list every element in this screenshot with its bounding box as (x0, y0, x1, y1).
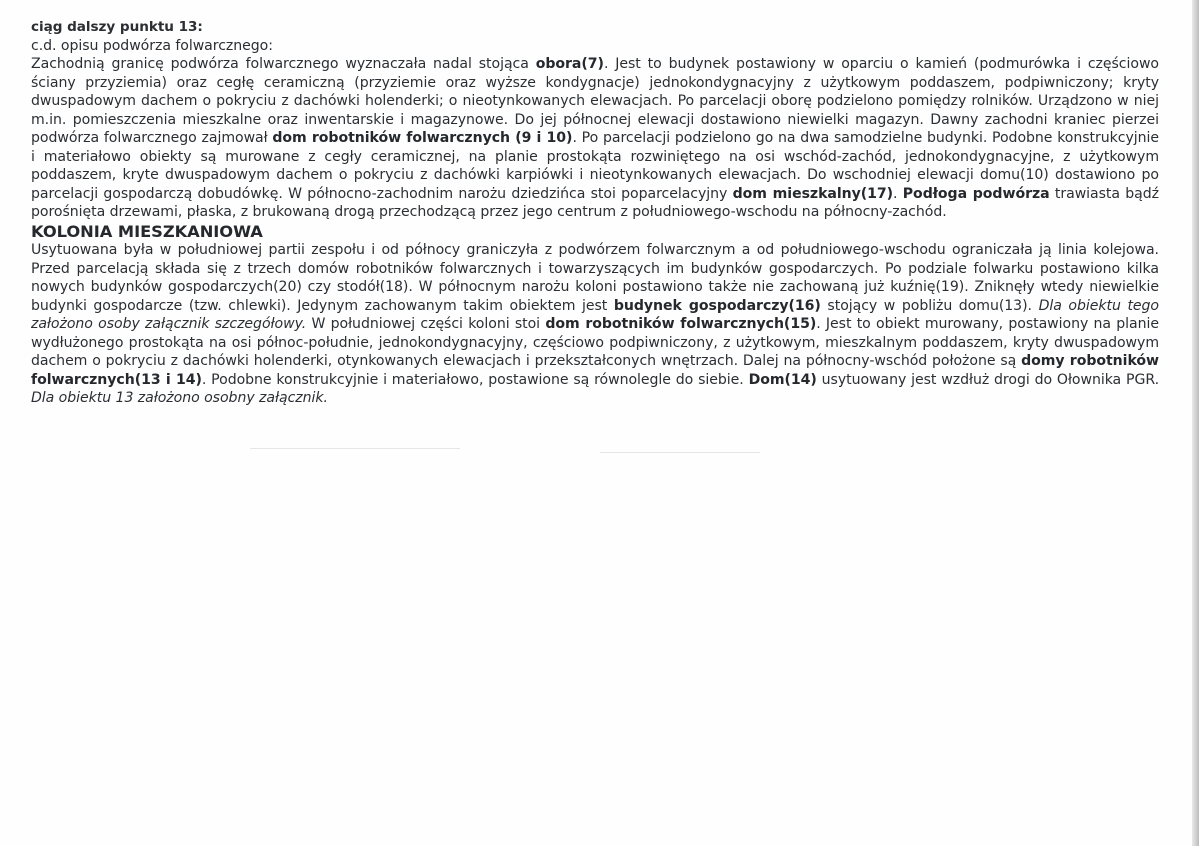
p2-bold-budynek-gospodarczy: budynek gospodarczy(16) (613, 297, 821, 314)
scan-artifact (250, 448, 460, 449)
p1-bold-podloga: Podłoga podwórza (902, 185, 1050, 202)
p1-text-4: . (893, 185, 903, 202)
scan-edge (1192, 0, 1199, 846)
p2-bold-dom-15: dom robotników folwarcznych(15) (545, 316, 817, 333)
p2-text-3: W południowej części koloni stoi (306, 316, 546, 333)
continuation-heading: ciąg dalszy punktu 13: (31, 19, 203, 35)
section-heading-kolonia: KOLONIA MIESZKANIOWA (31, 222, 263, 242)
p2-italic-zalacznik-13: Dla obiektu 13 założono osobny załącznik. (31, 390, 328, 407)
document-body (31, 18, 1159, 408)
p2-bold-dom-14: Dom(14) (748, 371, 817, 388)
p2-bold-domy-13-14: domy robotników folwarcznych(13 i 14) (31, 353, 1159, 388)
p2-text-1: Usytuowana była w południowej partii zespołu i od północy graniczyła z podwórzem folwarcznym a od południowego-wschodu ograniczała ją linia kolejowa. Przed parcelacją składa się z trzech domów robotników folwarcznych i towarzyszących im budynków gospodarczych. Po podziale folwarku postawiono kilka nowych budynków gospodarczych(20) czy stodół(18). W północnym narożu koloni postawiono także nie zachowaną już kuźnię(19). Zniknęły wtedy niewielkie budynki gospodarcze (tzw. chlewki). Jedynym zachowanym takim obiektem jest (31, 242, 1159, 314)
document-subtitle: c.d. opisu podwórza folwarcznego: (31, 37, 273, 54)
p1-text-2: . Jest to budynek postawiony w oparciu o kamień (podmurówka i częściowo ściany przyziemia) oraz cegłę ceramiczną (przyziemie oraz wyższe kondygnacje) jednokondygnacyjny z użytkowym poddaszem, podpiwniczony; kryty dwuspadowym dachem o pokryciu z dachówki holenderki; o nieotynkowanych elewacjach. Po parcelacji oborę podzielono pomiędzy rolników. Urządzono w niej m.in. pomieszczenia mieszkalne oraz inwentarskie i magazynowe. Do jej północnej elewacji dostawiono niewielki magazyn. Dawny zachodni kraniec pierzei podwórza folwarcznego zajmował (31, 56, 1159, 147)
p2-italic-zalacznik: Dla obiektu tego założono osoby załącznik szczegółowy. (31, 297, 1160, 333)
p2-text-5: . Podobne konstrukcyjnie i materiałowo, postawione są równolegle do siebie. (201, 371, 749, 388)
p2-text-2: stojący w pobliżu domu(13). (820, 297, 1039, 314)
p2-text-6: usytuowany jest wzdłuż drogi do Ołownika PGR. (816, 371, 1159, 388)
p1-bold-dom-robotnikow: dom robotników folwarcznych (9 i 10) (272, 130, 573, 147)
scan-artifact (600, 452, 760, 453)
paragraph-courtyard (31, 55, 1159, 222)
p2-text-4: . Jest to obiekt murowany, postawiony na planie wydłużonego prostokąta na osi północ-południe, jednokondygnacyjny, częściowo podpiwniczony, z użytkowym, mieszkalnym poddaszem, kryty dwuspadowym dachem o pokryciu z dachówki holenderki, otynkowanych elewacjach i przekształconych wnętrzach. Dalej na północny-wschód położone są (31, 316, 1159, 370)
p1-bold-obora: obora(7) (535, 56, 604, 73)
p1-text-1: Zachodnią granicę podwórza folwarcznego wyznaczała nadal stojąca (31, 56, 536, 73)
p1-text-3: . Po parcelacji podzielono go na dwa samodzielne budynki. Podobne konstrukcyjnie i materiałowo obiekty są murowane z cegły ceramicznej, na planie prostokąta rozwiniętego na osi wschód-zachód, jednokondygnacyjne, z użytkowym poddaszem, kryte dwuspadowym dachem o pokryciu z dachówki karpiówki i nieotynkowanych elewacjach. Do wschodniej elewacji domu(10) dostawiono po parcelacji gospodarczą dobudówkę. W północno-zachodnim narożu dziedzińca stoi poparcelacyjny (31, 130, 1159, 202)
paragraph-kolonia (31, 241, 1159, 408)
p1-text-5: trawiasta bądź porośnięta drzewami, płaska, z brukowaną drogą przechodzącą przez jego centrum z południowego-wschodu na północny-zachód. (31, 185, 1159, 221)
p1-bold-dom-mieszkalny: dom mieszkalny(17) (732, 185, 894, 202)
